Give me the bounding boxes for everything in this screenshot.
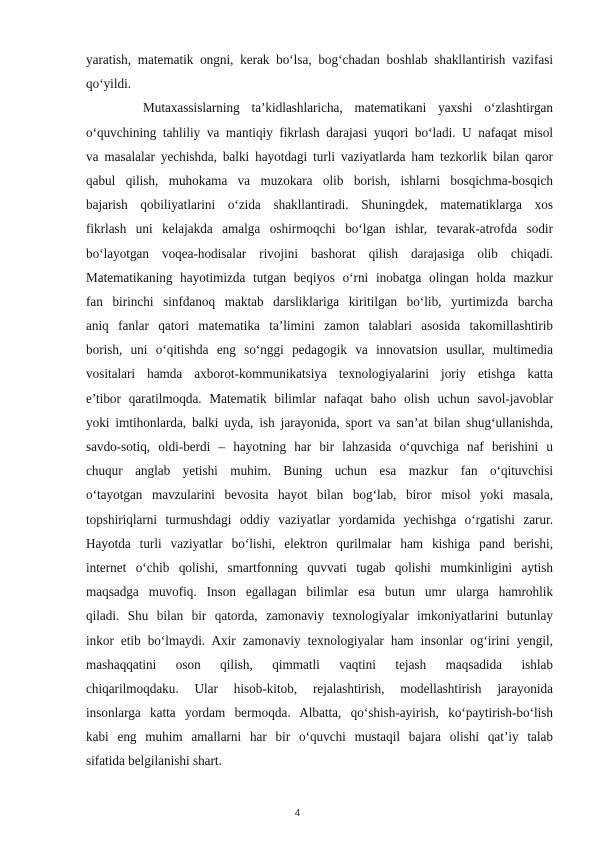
text-line: fan birinchi sinfdanoq maktab darsliklariga kiritilgan bo‘lib, yurtimizda barcha <box>86 293 553 309</box>
document-body <box>86 48 553 774</box>
text-line: sifatida belgilanishi shart. <box>86 753 222 769</box>
text-line: o‘tayotgan mavzularini bevosita hayot bilan bog‘lab, biror misol yoki masala, <box>86 487 553 503</box>
text-line: aniq fanlar qatori matematika ta’limini zamon talablari asosida takomillashtirib <box>86 318 553 334</box>
text-line: e’tibor qaratilmoqda. Matematik bilimlar nafaqat baho olish uchun savol-javoblar <box>86 390 553 406</box>
page-number: 4 <box>294 808 301 819</box>
text-line: topshiriqlarni turmushdagi oddiy vaziyatlar yordamida yechishga o‘rgatishi zarur. <box>86 511 553 527</box>
text-line: insonlarga katta yordam bermoqda. Albatta, qo‘shish-ayirish, ko‘paytirish-bo‘lish <box>86 705 553 721</box>
text-line: fikrlash uni kelajakda amalga oshirmoqchi bo‘lgan ishlar, tevarak-atrofda sodir <box>86 221 553 237</box>
text-line: qabul qilish, muhokama va muzokara olib borish, ishlarni bosqichma-bosqich <box>86 172 553 188</box>
text-line: mashaqqatini oson qilish, qimmatli vaqtini tejash maqsadida ishlab <box>86 656 553 672</box>
text-line: vositalari hamda axborot-kommunikatsiya texnologiyalarini joriy etishga katta <box>86 366 553 382</box>
text-line: kabi eng muhim amallarni har bir o‘quvchi mustaqil bajara olishi qat’iy talab <box>86 729 553 745</box>
text-line: maqsadga muvofiq. Inson egallagan bilimlar esa butun umr ularga hamrohlik <box>86 584 553 600</box>
text-line: yoki imtihonlarda, balki uyda, ish jarayonida, sport va san’at bilan shug‘ullanishda, <box>86 414 553 430</box>
text-line: internet o‘chib qolishi, smartfonning quvvati tugab qolishi mumkinligini aytish <box>86 559 553 575</box>
paragraph-first-line: Mutaxassislarning ta’kidlashlaricha, matematikani yaxshi o‘zlashtirgan <box>143 100 553 116</box>
text-line: yaratish, matematik ongni, kerak bo‘lsa, bog‘chadan boshlab shakllantirish vazifasi <box>86 52 553 67</box>
text-line: bo‘layotgan voqea-hodisalar rivojini bashorat qilish darajasiga olib chiqadi. <box>86 245 553 261</box>
text-line: borish, uni o‘qitishda eng so‘nggi pedagogik va innovatsion usullar, multimedia <box>86 342 553 358</box>
text-line: va masalalar yechishda, balki hayotdagi turli vaziyatlarda ham tezkorlik bilan qaror <box>86 148 553 164</box>
text-line: o‘quvchining tahliliy va mantiqiy fikrlash darajasi yuqori bo‘ladi. U nafaqat misol <box>86 124 553 140</box>
text-line: chiqarilmoqdaku. Ular hisob-kitob, rejalashtirish, modellashtirish jarayonida <box>86 680 553 696</box>
text-line: qiladi. Shu bilan bir qatorda, zamonaviy texnologiyalar imkoniyatlarini butunlay <box>86 608 553 624</box>
text-line: savdo-sotiq, oldi-berdi – hayotning har bir lahzasida o‘quvchiga naf berishini u <box>86 439 553 454</box>
text-line: bajarish qobiliyatlarini o‘zida shakllantiradi. Shuningdek, matematiklarga xos <box>86 197 553 213</box>
text-line: chuqur anglab yetishi muhim. Buning uchun esa mazkur fan o‘qituvchisi <box>86 463 553 479</box>
text-line: qo‘yildi. <box>86 76 132 92</box>
text-line: Hayotda turli vaziyatlar bo‘lishi, elektron qurilmalar ham kishiga pand berishi, <box>86 535 553 551</box>
text-line: inkor etib bo‘lmaydi. Axir zamonaviy texnologiyalar ham insonlar og‘irini yengil, <box>86 632 553 648</box>
text-line: Matematikaning hayotimizda tutgan beqiyos o‘rni inobatga olingan holda mazkur <box>86 269 553 285</box>
